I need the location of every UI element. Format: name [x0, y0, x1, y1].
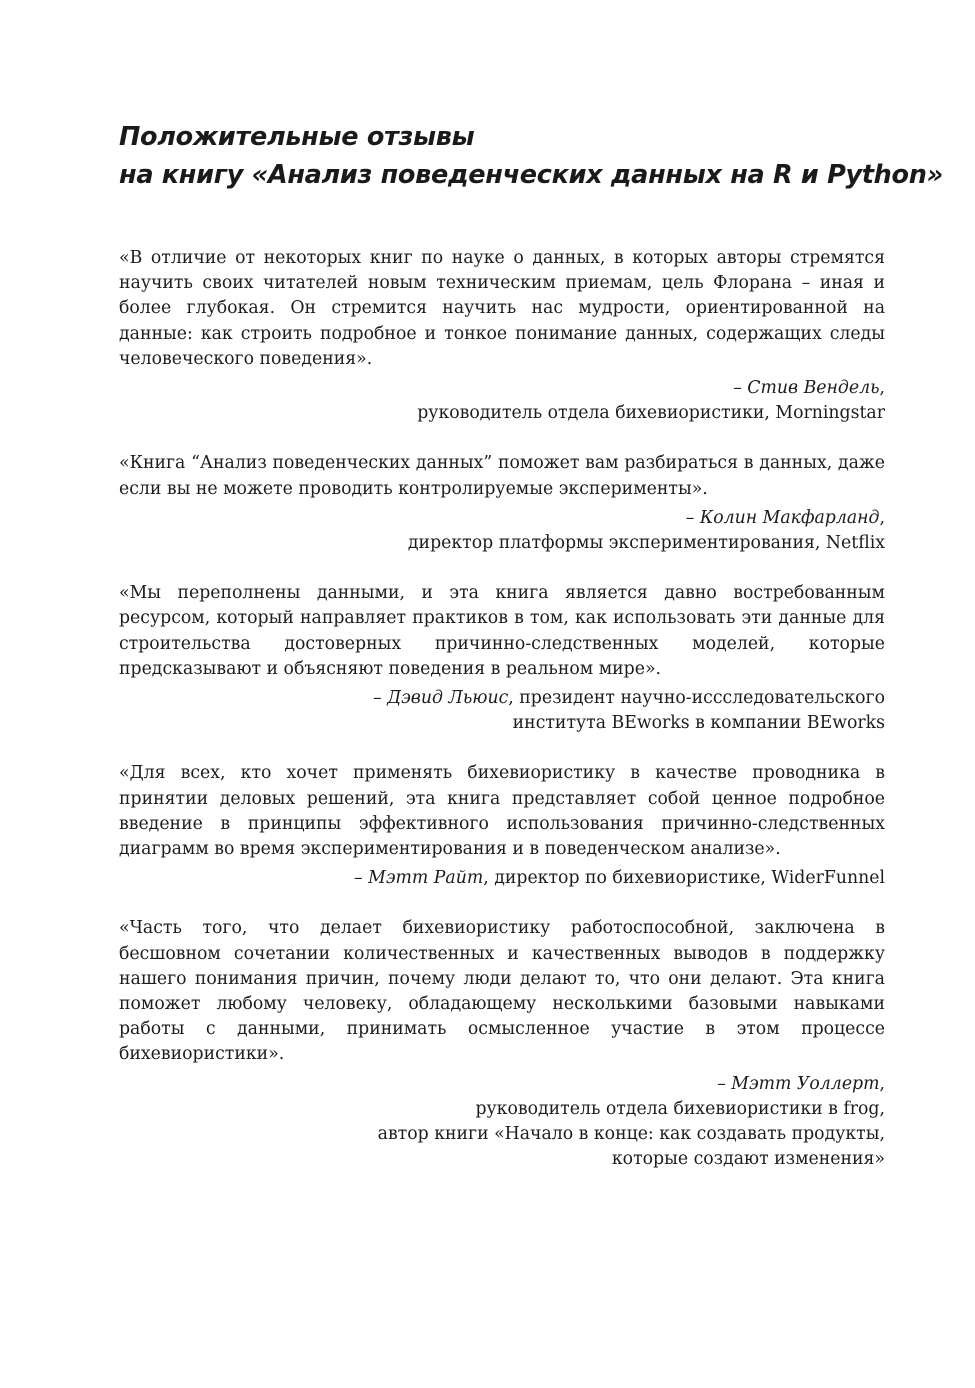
review-quote: «Для всех, кто хочет применять бихевиористику в качестве проводника в принятии деловых решений, эта книга представляет собой ценное подробное введение в принципы эффективного использования причинно-следственных диаграмм во время экспериментирования и в поведенческом анализе». — [119, 763, 885, 860]
author-position: директор платформы экспериментирования, Netflix — [407, 533, 885, 554]
review-quote: «Часть того, что делает бихевиористику работоспособной, заключена в бесшовном сочетании количественных и качественных выводов в поддержку нашего понимания причин, почему люди делают то, что они делают. Эта книга поможет любому человеку, обладающему несколькими базовыми навыками работы с данными, принимать осмысленное участие в этом процессе бихевиористики». — [119, 918, 885, 1065]
review-attribution — [119, 866, 885, 891]
attribution-name-line — [119, 506, 885, 531]
review-attribution — [119, 506, 885, 556]
author-position: института BEworks в компании BEworks — [512, 713, 885, 734]
review-quote: «Мы переполнены данными, и эта книга является давно востребованным ресурсом, который направляет практиков в том, как использовать эти данные для строительства достоверных причинно-следственных моделей, которые предсказывают и объясняют поведения в реальном мире». — [119, 583, 885, 679]
author-name-suffix: , — [879, 378, 885, 399]
review-attribution — [119, 1072, 885, 1173]
review-quote: «В отличие от некоторых книг по науке о данных, в которых авторы стремятся научить своих читателей новым техническим приемам, цель Флорана – иная и более глубокая. Он стремится научить нас мудрости, ориентированной на данные: как строить подробное и тонкое понимание данных, содержащих следы человеческого поведения». — [119, 248, 885, 369]
review-attribution — [119, 686, 885, 736]
author-position: руководитель отдела бихевиористики в frog, — [475, 1098, 885, 1119]
author-book: автор книги «Начало в конце: как создавать продукты, — [377, 1124, 885, 1145]
attribution-name-line — [119, 1072, 885, 1097]
author-name-suffix: , президент научно-иссследовательского — [508, 688, 885, 709]
page — [119, 118, 943, 1198]
attribution-name-line — [119, 376, 885, 401]
author-name-suffix: , — [879, 1073, 885, 1094]
review-1 — [119, 246, 885, 426]
author-name: – Дэвид Льюис — [372, 688, 509, 709]
page-title — [119, 118, 943, 194]
attribution-name-line — [119, 866, 885, 891]
page-title-line-1: Положительные отзывы — [119, 122, 475, 152]
author-name-suffix: , директор по бихевиористике, WiderFunnel — [483, 868, 885, 889]
review-quote: «Книга “Анализ поведенческих данных” поможет вам разбираться в данных, даже если вы не можете проводить контролируемые эксперименты». — [119, 453, 885, 499]
review-2 — [119, 451, 885, 556]
author-name: – Мэтт Уоллерт — [717, 1073, 880, 1094]
review-5 — [119, 916, 885, 1172]
author-name: – Колин Макфарланд — [685, 507, 880, 528]
author-name: – Мэтт Райт — [354, 868, 484, 889]
author-book-continued: которые создают изменения» — [611, 1149, 885, 1170]
page-title-line-2: на книгу «Анализ поведенческих данных на R и Python» — [119, 160, 943, 190]
review-attribution — [119, 376, 885, 426]
author-position: руководитель отдела бихевиористики, Morningstar — [417, 403, 885, 424]
review-4 — [119, 761, 885, 891]
attribution-name-line — [119, 686, 885, 711]
author-name-suffix: , — [879, 507, 885, 528]
author-name: – Стив Вендель — [733, 378, 880, 399]
review-3 — [119, 581, 885, 736]
